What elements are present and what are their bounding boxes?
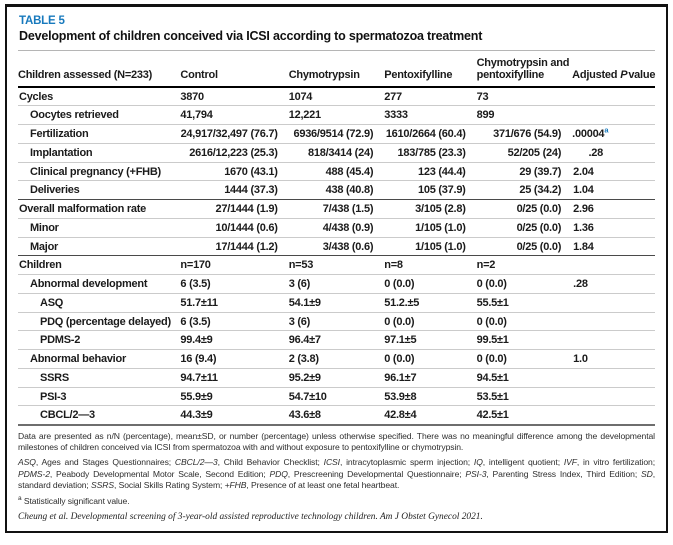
value-cell: 97.1±5 [384, 334, 417, 347]
value-cell: 0 (0.0) [476, 278, 507, 291]
p-value-cell: .28 [573, 278, 588, 291]
value-cell: 29 (39.7) [519, 165, 562, 178]
value-cell: n=8 [384, 259, 403, 272]
value-cell: 0 (0.0) [384, 315, 415, 328]
p-value-cell [572, 406, 655, 425]
table-row [18, 368, 655, 387]
value-cell: 55.9±9 [180, 390, 213, 403]
value-cell: 51.7±11 [180, 296, 218, 309]
table-row [18, 406, 655, 425]
adjusted-p-italic: P [620, 69, 628, 82]
p-value-cell [572, 87, 655, 106]
value-cell: 0 (0.0) [384, 353, 415, 366]
p-value-cell [572, 331, 655, 350]
row-label: Overall malformation rate [19, 203, 147, 216]
value-cell: 277 [384, 90, 402, 103]
value-cell: 17/1444 (1.2) [215, 240, 278, 253]
p-value-cell [572, 293, 655, 312]
citation: Cheung et al. Developmental screening of 3-year-old assisted reproductive technology children. Am J Obstet Gynecol 2021. [18, 512, 483, 523]
row-label: PDMS-2 [40, 334, 81, 347]
adjusted-p-prefix: Adjusted [572, 69, 618, 82]
value-cell: 54.1±9 [288, 296, 321, 309]
p-value-cell: 2.96 [573, 203, 594, 216]
value-cell: 1610/2664 (60.4) [385, 128, 466, 141]
data-table [18, 57, 655, 426]
table-row [18, 293, 655, 312]
value-cell: 51.2.±5 [384, 296, 420, 309]
value-cell: 3870 [180, 90, 204, 103]
value-cell: n=170 [180, 259, 211, 272]
p-value-cell: .28 [588, 146, 603, 159]
value-cell: 99.4±9 [180, 334, 213, 347]
table-header-row [18, 57, 655, 87]
value-cell: 183/785 (23.3) [397, 146, 466, 159]
value-cell: 42.5±1 [476, 409, 509, 422]
significance-note [18, 495, 655, 507]
adjusted-p-suffix: value [628, 69, 656, 82]
column-header-children-assessed: Children assessed (N=233) [18, 57, 180, 87]
value-cell: 105 (37.9) [417, 184, 466, 197]
p-value-cell: 2.04 [573, 165, 594, 178]
table-row [18, 143, 655, 162]
value-cell: 24,917/32,497 (76.7) [180, 128, 278, 141]
table-row [18, 275, 655, 294]
row-label: Implantation [30, 146, 93, 159]
p-value-cell [572, 368, 655, 387]
row-label: CBCL/2—3 [40, 409, 95, 422]
value-cell: 3/105 (2.8) [415, 203, 466, 216]
p-value-cell [572, 312, 655, 331]
table-row [18, 200, 655, 219]
data-presentation-note: Data are presented as n/N (percentage), mean±SD, or number (percentage) unless otherwise specified. There was no meaningful difference among the developmental milestones of children conceived via ICSI from spermatozoa with and without exposure to pentoxifylline or chymotrypsin. [18, 431, 655, 453]
value-cell: 3/438 (0.6) [322, 240, 374, 253]
value-cell: 6936/9514 (72.9) [293, 128, 374, 141]
value-cell: 0/25 (0.0) [516, 221, 562, 234]
p-value-cell [572, 256, 655, 275]
significance-marker: a [18, 494, 22, 502]
table-row [18, 387, 655, 406]
value-cell: 6 (3.5) [180, 315, 211, 328]
p-value-cell: 1.84 [573, 240, 594, 253]
footnote-marker: a [604, 125, 609, 135]
value-cell: 10/1444 (0.6) [215, 221, 278, 234]
p-value-cell: 1.04 [573, 184, 594, 197]
value-cell: 96.4±7 [288, 334, 321, 347]
table-frame [5, 4, 668, 533]
value-cell: 43.6±8 [288, 409, 321, 422]
table-row [18, 237, 655, 256]
value-cell: 123 (44.4) [417, 165, 466, 178]
column-header-chymotrypsin-and-pentoxifylline: Chymotrypsin and pentoxifylline [477, 57, 573, 87]
value-cell: 94.5±1 [476, 371, 509, 384]
value-cell: 2616/12,223 (25.3) [189, 146, 278, 159]
column-header-pentoxifylline: Pentoxifylline [384, 57, 476, 87]
row-label: Fertilization [30, 128, 89, 141]
value-cell: 53.9±8 [384, 390, 417, 403]
value-cell: 3 (6) [288, 315, 311, 328]
table-body [18, 87, 655, 426]
value-cell: 42.8±4 [384, 409, 417, 422]
table-title: Development of children conceived via ICSI according to spermatozoa treatment [19, 29, 483, 43]
table-row [18, 218, 655, 237]
p-value-cell: 1.0 [573, 353, 588, 366]
value-cell: 0/25 (0.0) [516, 203, 562, 216]
value-cell: 3333 [384, 109, 408, 122]
row-label: Children [19, 259, 62, 272]
row-label: PSI-3 [40, 390, 67, 403]
value-cell: 7/438 (1.5) [322, 203, 374, 216]
table-row [18, 181, 655, 200]
value-cell: 55.5±1 [476, 296, 509, 309]
value-cell: 488 (45.4) [325, 165, 374, 178]
value-cell: 73 [476, 90, 489, 103]
abbreviations-note: ASQ, Ages and Stages Questionnaires; CBCL/2—3, Child Behavior Checklist; ICSI, intracytoplasmic sperm injection; IQ, intelligent quotient; IVF, in vitro fertilization; PDMS-2, Peabody Developmental Motor Scale, Second Edition; PDQ, Prescreening Developmental Questionnaire; PSI-3, Parenting Stress Index, Third Edition; SD, standard deviation; SSRS, Social Skills Rating System; +FHB, Presence of at least one fetal heartbeat. [18, 457, 656, 490]
row-label: Minor [30, 221, 59, 234]
value-cell: 818/3414 (24) [308, 146, 374, 159]
column-header-control: Control [180, 57, 288, 87]
table-row [18, 312, 655, 331]
row-label: ASQ [40, 296, 64, 309]
column-header-adjusted-p-value [572, 57, 655, 87]
value-cell: 1/105 (1.0) [415, 221, 466, 234]
value-cell: 899 [476, 109, 495, 122]
table-row [18, 331, 655, 350]
value-cell: 54.7±10 [288, 390, 327, 403]
table-row [18, 125, 655, 144]
column-header-chymotrypsin: Chymotrypsin [289, 57, 385, 87]
value-cell: 52/205 (24) [507, 146, 562, 159]
value-cell: 0 (0.0) [384, 278, 415, 291]
p-value-cell: .00004$^a$ [572, 125, 609, 141]
table-number-label: TABLE 5 [19, 15, 65, 27]
value-cell: 1074 [288, 90, 313, 103]
row-label: Deliveries [30, 184, 80, 197]
value-cell: 4/438 (0.9) [322, 221, 374, 234]
value-cell: 1/105 (1.0) [415, 240, 466, 253]
value-cell: 438 (40.8) [325, 184, 374, 197]
p-value-cell [572, 387, 655, 406]
value-cell: 1444 (37.3) [224, 184, 278, 197]
row-label: Abnormal development [30, 278, 148, 291]
title-divider [18, 50, 655, 51]
row-label: Major [30, 240, 59, 253]
table-row [18, 162, 655, 181]
value-cell: 96.1±7 [384, 371, 417, 384]
table-row [18, 256, 655, 275]
value-cell: 99.5±1 [476, 334, 509, 347]
row-label: Oocytes retrieved [30, 109, 119, 122]
row-label: Abnormal behavior [30, 353, 126, 366]
value-cell: 0/25 (0.0) [516, 240, 562, 253]
value-cell: 16 (9.4) [180, 353, 217, 366]
value-cell: 0 (0.0) [476, 315, 507, 328]
value-cell: 2 (3.8) [288, 353, 319, 366]
value-cell: 6 (3.5) [180, 278, 211, 291]
value-cell: 1670 (43.1) [224, 165, 278, 178]
row-label: Clinical pregnancy (+FHB) [30, 165, 161, 178]
row-label: Cycles [19, 90, 53, 103]
value-cell: n=2 [476, 259, 496, 272]
p-value-cell [572, 106, 655, 125]
value-cell: 0 (0.0) [476, 353, 507, 366]
p-value-cell: 1.36 [573, 221, 594, 234]
value-cell: 371/676 (54.9) [493, 128, 562, 141]
value-cell: 27/1444 (1.9) [215, 203, 278, 216]
value-cell: 3 (6) [288, 278, 311, 291]
value-cell: 53.5±1 [476, 390, 509, 403]
value-cell: 94.7±11 [180, 371, 218, 384]
row-label: PDQ (percentage delayed) [40, 315, 171, 328]
footnotes-block [18, 431, 655, 523]
value-cell: 25 (34.2) [519, 184, 562, 197]
value-cell: 12,221 [288, 109, 321, 122]
value-cell: 44.3±9 [180, 409, 213, 422]
table-row [18, 87, 655, 106]
value-cell: n=53 [288, 259, 314, 272]
table-row [18, 106, 655, 125]
value-cell: 95.2±9 [288, 371, 321, 384]
table-row [18, 350, 655, 369]
row-label: SSRS [40, 371, 69, 384]
significance-text: Statistically significant value. [23, 495, 130, 506]
value-cell: 41,794 [180, 109, 213, 122]
